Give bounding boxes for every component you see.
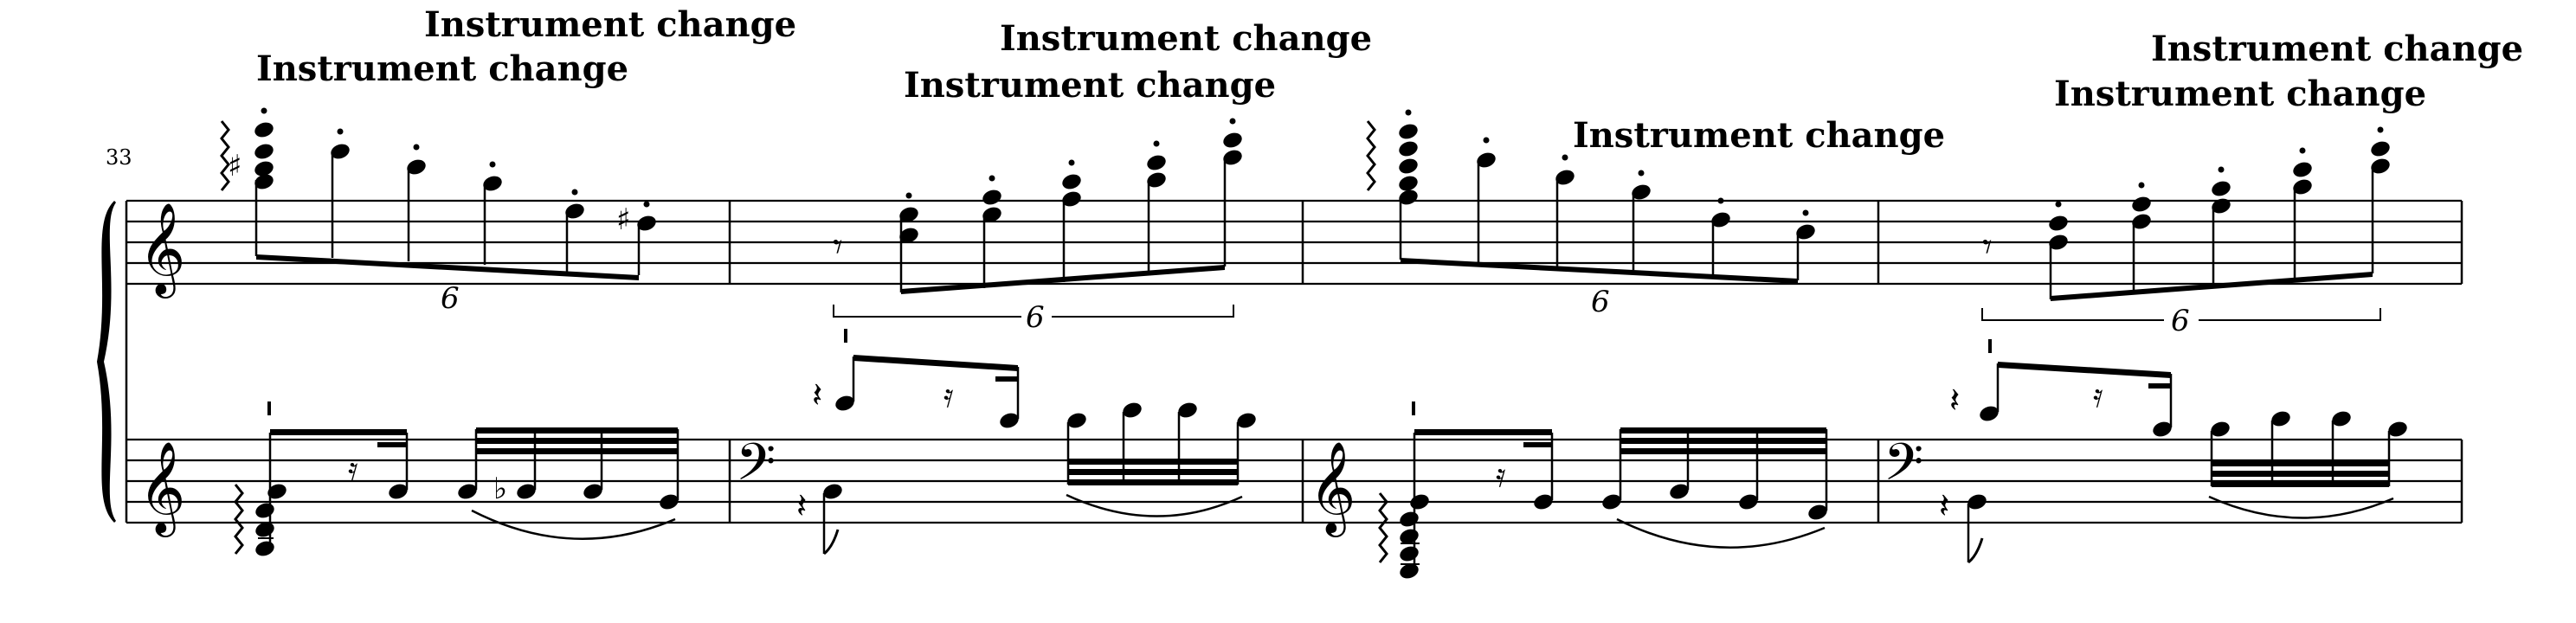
- measure-number: 33: [106, 145, 132, 170]
- svg-text:𝄾: 𝄾: [1982, 225, 1993, 269]
- measure-33-lower: [235, 401, 680, 558]
- tuplet-number: 6: [441, 281, 460, 316]
- svg-text:𝄿: 𝄿: [2093, 376, 2103, 414]
- tuplet-number: 6: [2171, 304, 2190, 338]
- svg-text:𝄽: 𝄽: [812, 376, 823, 415]
- measure-36-lower: [1939, 339, 2409, 562]
- svg-text:♯: ♯: [616, 202, 631, 237]
- treble-clef-icon: 𝄞: [138, 440, 186, 533]
- measure-36-upper: [1982, 127, 2392, 339]
- direction-text: Instrument change: [2054, 74, 2427, 114]
- svg-text:𝄿: 𝄿: [1496, 456, 1506, 494]
- svg-text:𝄽: 𝄽: [796, 486, 808, 526]
- tuplet-number: 6: [1026, 300, 1045, 335]
- direction-text: Instrument change: [1573, 115, 1946, 156]
- svg-text:♭: ♭: [493, 472, 508, 506]
- sharp-icon: ♯: [228, 149, 242, 183]
- svg-text:𝄿: 𝄿: [348, 450, 358, 488]
- bass-clef-icon: 𝄢: [736, 432, 776, 504]
- measure-35-lower: [1380, 401, 1829, 581]
- eighth-rest-icon: 𝄾: [833, 225, 843, 269]
- grand-staff-brace: [97, 201, 116, 523]
- treble-clef-icon: 𝄞: [1309, 440, 1356, 533]
- direction-text: Instrument change: [424, 4, 797, 45]
- direction-text: Instrument change: [904, 65, 1277, 106]
- svg-text:𝄽: 𝄽: [1949, 381, 1961, 421]
- direction-text: Instrument change: [1000, 18, 1373, 59]
- measure-34-lower: [796, 329, 1258, 554]
- treble-clef-icon: 𝄞: [138, 202, 186, 294]
- tuplet-number: 6: [1591, 285, 1610, 319]
- bass-clef-icon: 𝄢: [1884, 432, 1924, 504]
- measure-34-upper: [833, 119, 1244, 336]
- svg-text:𝄿: 𝄿: [943, 376, 954, 414]
- direction-text: Instrument change: [2151, 29, 2524, 69]
- svg-text:𝄽: 𝄽: [1939, 486, 1950, 526]
- direction-text: Instrument change: [256, 48, 629, 89]
